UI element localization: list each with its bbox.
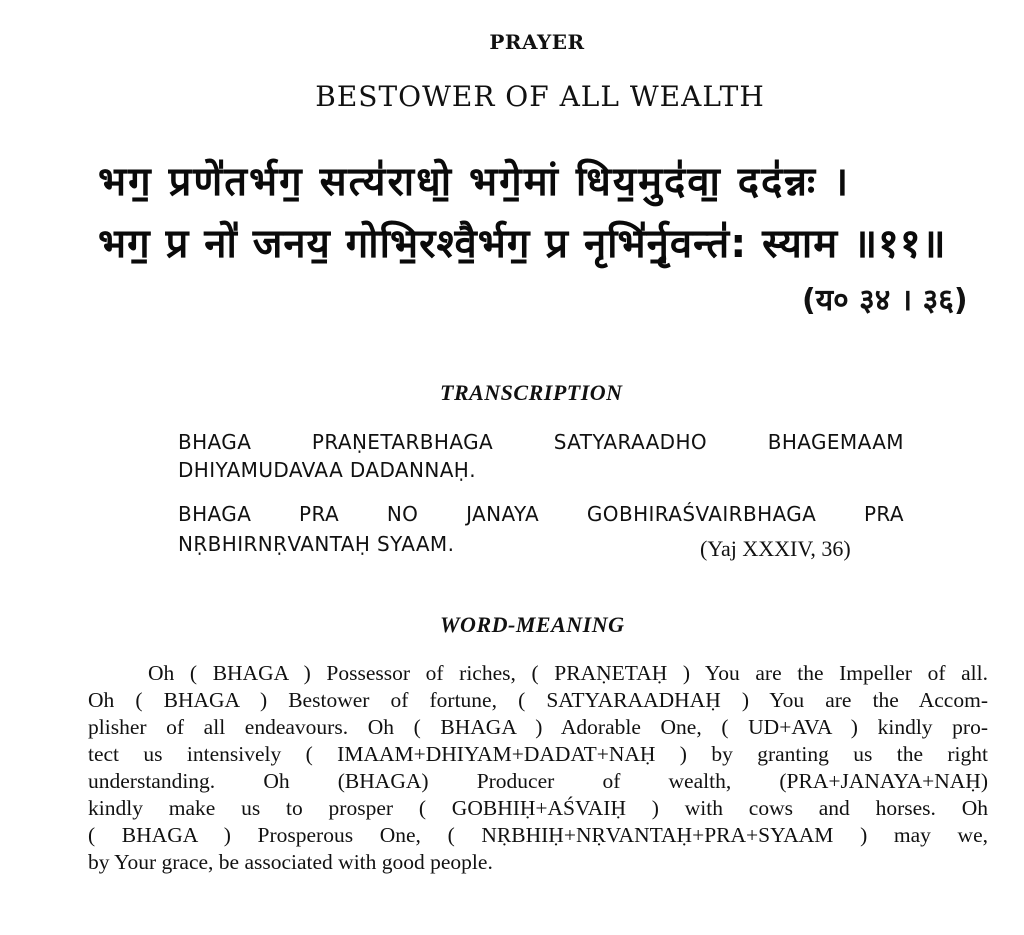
paragraph-line: plisher of all endeavours. Oh ( BHAGA ) Adorable One, ( UD+AVA ) kindly pro-: [88, 715, 988, 739]
paragraph-line: ( BHAGA ) Prosperous One, ( NṚBHIḤ+NṚVANTAḤ+PRA+SYAAM ) may we,: [88, 823, 988, 847]
transcription-word: BHAGEMAAM: [767, 430, 904, 454]
paragraph-line: understanding. Oh (BHAGA) Producer of wealth, (PRA+JANAYA+NAḤ): [88, 769, 988, 793]
transcription-word: BHAGA: [178, 502, 252, 526]
paragraph-line: Oh ( BHAGA ) Bestower of fortune, ( SATYARAADHAḤ ) You are the Accom-: [88, 688, 988, 712]
transcription-heading: TRANSCRIPTION: [440, 380, 623, 405]
transcription-word: PRA: [863, 502, 904, 526]
transcription-line-1: [178, 430, 904, 454]
transcription-reference: (Yaj XXXIV, 36): [700, 536, 851, 561]
paragraph-line: kindly make us to prosper ( GOBHIḤ+AŚVAIḤ ) with cows and horses. Oh: [88, 796, 988, 820]
page-kicker: PRAYER: [489, 30, 585, 54]
transcription-word: GOBHIRAŚVAIRBHAGA: [586, 502, 817, 526]
transcription-word: PRA: [299, 502, 340, 526]
transcription-word: JANAYA: [466, 502, 540, 526]
paragraph-line: tect us intensively ( IMAAM+DHIYAM+DADAT+NAḤ ) by granting us the right: [88, 742, 988, 766]
transcription-line-4: NṚBHIRNṚVANTAḤ SYAAM.: [178, 532, 455, 556]
mantra-line-1: भग॒ प्रणे॑तर्भग॒ सत्य॑राधो॒ भगे॒मां धिय॒मुद॑वा॒ दद॑न्नः ।: [98, 159, 851, 205]
paragraph-line: Oh ( BHAGA ) Possessor of riches, ( PRAṆETAḤ ) You are the Impeller of all.: [148, 661, 988, 685]
transcription-line-3: [178, 502, 904, 526]
mantra-line-2: भग॒ प्र नो॑ जनय॒ गोभि॒रश्वै॒र्भग॒ प्र नृभि॑र्नृ॒वन्त॑: स्याम ॥११॥: [98, 221, 947, 267]
paragraph-line: by Your grace, be associated with good people.: [88, 850, 493, 874]
transcription-word: SATYARAADHO: [553, 430, 708, 454]
word-meaning-paragraph: [88, 660, 988, 876]
word-meaning-heading: WORD-MEANING: [440, 612, 625, 637]
transcription-word: PRAṆETARBHAGA: [311, 430, 494, 454]
page-title: BESTOWER OF ALL WEALTH: [315, 80, 765, 113]
transcription-line-2: DHIYAMUDAVAA DADANNAḤ.: [178, 458, 476, 482]
transcription-word: BHAGA: [178, 430, 252, 454]
transcription-word: NO: [386, 502, 419, 526]
mantra-reference: (य० ३४ । ३६): [802, 283, 968, 318]
